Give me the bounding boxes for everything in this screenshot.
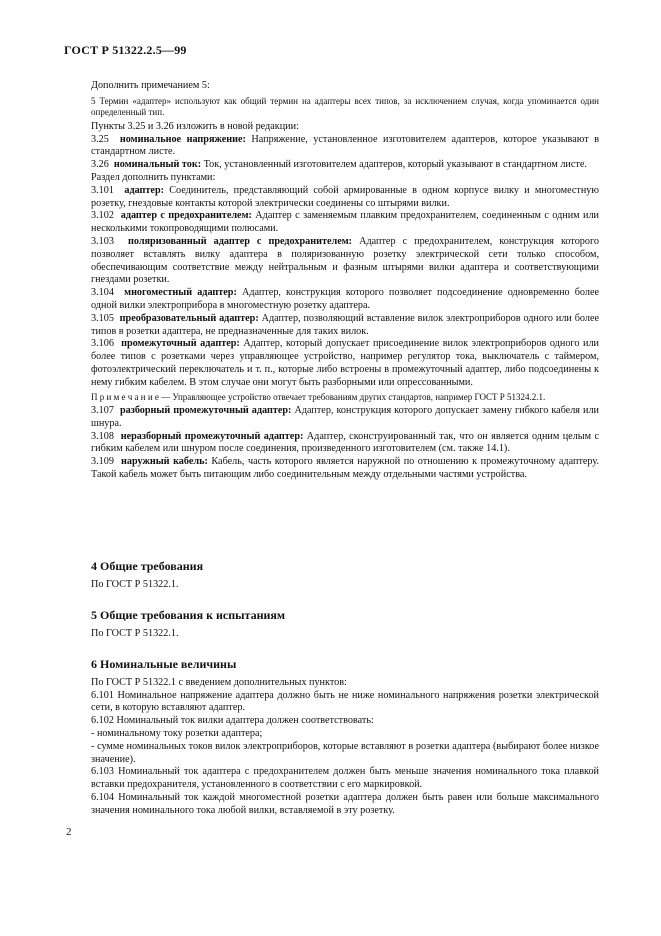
section-4-title: 4 Общие требования	[91, 559, 204, 573]
section-4-text: По ГОСТ Р 51322.1.	[91, 578, 179, 590]
clause-3-26: 3.26 номинальный ток: Ток, установленный изготовителем адаптеров, который указывают в стандартном листе.	[91, 159, 587, 171]
definitions-block	[91, 80, 599, 482]
note-control-device: П р и м е ч а н и е — Управляющее устройство отвечает требованиям других стандартов, например ГОСТ Р 51324.2.1.	[91, 391, 546, 402]
clause-3-102: 3.102 адаптер с предохранителем: Адаптер с заменяемым плавким предохранителем, соединенным с одним или несколькими токопроводящими полюсами.	[91, 210, 599, 235]
clause-3-101: 3.101 адаптер: Соединитель, представляющий собой армированные в одном корпусе вилку и многоместную розетку, гнездовые контакты которой электрически соединены со штырями вилки.	[91, 184, 599, 209]
section-6-title: 6 Номинальные величины	[91, 657, 237, 671]
clause-3-103: 3.103 поляризованный адаптер с предохранителем: Адаптер с предохранителем, конструкция которого позволяет вставлять вилку адаптера в поляризованную розетку электрической сети только способом, обеспечивающим соответствие между нейтральным и фазным штырями вилки адаптера и соответствующими гнездами розетки.	[91, 235, 599, 286]
section-4	[91, 560, 599, 592]
supplement-line: Раздел дополнить пунктами:	[91, 171, 216, 183]
clause-6-102: 6.102 Номинальный ток вилки адаптера должен соответствовать:	[91, 715, 374, 727]
clause-6-103: 6.103 Номинальный ток адаптера с предохранителем должен быть меньше значения номинального тока плавкой вставки предохранителя, установленного в соответствии с его маркировкой.	[91, 766, 599, 791]
clause-3-107: 3.107 разборный промежуточный адаптер: Адаптер, конструкция которого допускает замену гибкого кабеля или шнура.	[91, 405, 599, 429]
clause-3-108: 3.108 неразборный промежуточный адаптер: Адаптер, сконструированный так, что он является одним целым с гибким кабелем или шнуром после соединения, произведенного изготовителем (см. также 14.1).	[91, 430, 599, 455]
intro-line: Дополнить примечанием 5:	[91, 80, 210, 91]
section-5	[91, 609, 599, 641]
document-header: ГОСТ Р 51322.2.5—99	[64, 43, 187, 57]
section-6-intro: По ГОСТ Р 51322.1 с введением дополнительных пунктов:	[91, 676, 347, 688]
page-number: 2	[66, 826, 72, 838]
redaction-line: Пункты 3.25 и 3.26 изложить в новой редакции:	[91, 120, 299, 132]
clause-3-104: 3.104 многоместный адаптер: Адаптер, конструкция которого позволяет подсоединение одновременно более одной вилки электроприбора в многоместную розетку адаптера.	[91, 287, 600, 311]
clause-6-101: 6.101 Номинальное напряжение адаптера должно быть не ниже номинального напряжения розетки электрической сети, в которую вставляют адаптер.	[91, 689, 599, 714]
section-5-title: 5 Общие требования к испытаниям	[91, 608, 286, 622]
clause-6-102-a: - номинальному току розетки адаптера;	[91, 727, 263, 739]
clause-3-105: 3.105 преобразовательный адаптер: Адаптер, позволяющий вставление вилок электроприборов одного или более типов в розетки адаптера, не предназначенные для таких вилок.	[91, 312, 599, 337]
clause-6-102-b: - сумме номинальных токов вилок электроприборов, которые вставляют в розетки адаптера (выбирают более низкое значение).	[91, 740, 599, 765]
note-5: 5 Термин «адаптер» используют как общий термин на адаптеры всех типов, за исключением случая, когда упоминается один определенный тип.	[91, 95, 599, 118]
clause-3-106: 3.106 промежуточный адаптер: Адаптер, который допускает присоединение вилок электроприборов одного или более типов с розетками через управляющее устройство, например регулятор тока, выключатель с таймером, фотоэлектрический переключатель и т. п., которые либо встроены в промежуточный адаптер, либо подсоединены к нему гибким кабелем. В этом случае они могут быть разборными или опрессованными.	[91, 338, 599, 388]
clause-3-109: 3.109 наружный кабель: Кабель, часть которого является наружной по отношению к промежуточному адаптеру. Такой кабель может быть питающим либо соединительным между отдельными частями устройства.	[91, 456, 600, 481]
clause-3-25: 3.25 номинальное напряжение: Напряжение, установленное изготовителем адаптеров, которое указывают в стандартном листе.	[91, 133, 600, 158]
section-5-text: По ГОСТ Р 51322.1.	[91, 627, 179, 639]
section-6	[91, 658, 599, 818]
clause-6-104: 6.104 Номинальный ток каждой многоместной розетки адаптера должен быть равен или больше максимального значения номинального тока любой вилки, вставляемой в эту розетку.	[91, 791, 599, 816]
